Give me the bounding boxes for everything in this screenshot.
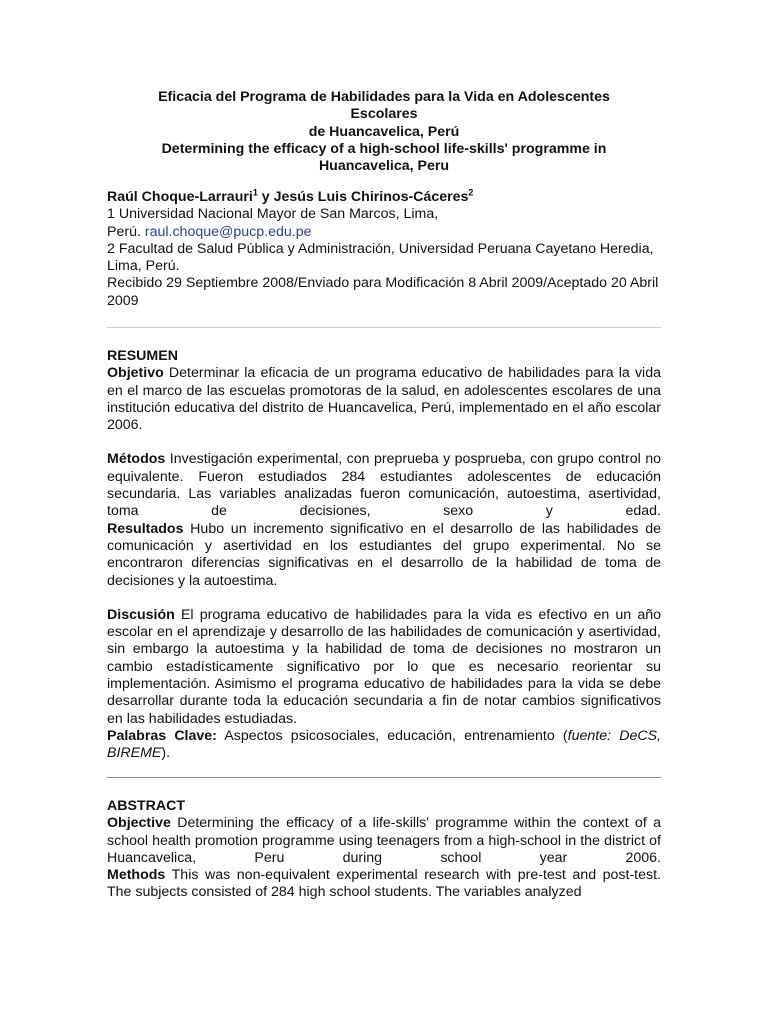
objetivo-label: Objetivo (107, 365, 164, 382)
author-2-name: Jesús Luis Chirinos-Cáceres (273, 189, 469, 205)
discusion-text: El programa educativo de habilidades para la vida es efectivo en un año escolar en el aprendizaje y desarrollo de las habilidades de comunicación y asertividad, sin embargo la autoestima y la habilidad de toma de decisiones no mostraron un cambio estadísticamente significativo por lo que es necesario reorientar su implementación. Asimismo el programa educativo de habilidades para la vida se debe desarrollar durante toda la educación secundaria a fin de notar cambios significativos en las habilidades estudiadas. (107, 606, 661, 727)
palabras-clave-text: Aspectos psicosociales, educación, entrenamiento ( (216, 727, 568, 744)
affiliation-2: 2 Facultad de Salud Pública y Administración, Universidad Peruana Cayetano Heredia, Lima, Perú. (107, 240, 654, 275)
article-title (107, 89, 661, 175)
author-1-name: Raúl Choque-Larrauri (107, 189, 253, 205)
objective-label: Objective (107, 815, 171, 832)
title-es-line-1: Eficacia del Programa de Habilidades para la Vida en Adolescentes (158, 89, 610, 105)
metodos-label: Métodos (107, 451, 166, 468)
abstract-objective (107, 815, 661, 867)
palabras-clave-source: fuente: DeCS, BIREME (107, 727, 661, 762)
objetivo-text: Determinar la eficacia de un programa educativo de habilidades para la vida en el marco de las escuelas promotoras de la salud, en adolescentes escolares de una institución educativa del distrito de Huancavelica, Perú, implementado en el año escolar 2006. (107, 365, 661, 434)
author-joiner: y (257, 189, 274, 205)
palabras-clave-end: ). (161, 745, 171, 762)
resumen-heading: RESUMEN (107, 348, 178, 364)
author-line (107, 189, 661, 206)
author-1-affiliation-mark: 1 (252, 187, 258, 198)
divider-top (107, 327, 661, 328)
affiliation-1-line-2 (107, 224, 661, 241)
resumen-palabras-clave (107, 728, 661, 763)
divider-middle (107, 777, 661, 778)
author-2-affiliation-mark: 2 (468, 187, 474, 198)
resultados-text: Hubo un incremento significativo en el desarrollo de las habilidades de comunicación y asertividad en los estudiantes del grupo experimental. No se encontraron diferencias significativas en el desarrollo de la habilidad de toma de decisiones y la autoestima. (107, 520, 661, 589)
title-es-line-2: Escolares (350, 106, 418, 123)
methods-label: Methods (107, 867, 166, 884)
metodos-text: Investigación experimental, con preprueba y posprueba, con grupo control no equivalente. Fueron estudiados 284 estudiantes adolescentes de educación secundaria. Las variables analizadas fueron comunicación, autoestima, asertividad, toma de decisiones, sexo y edad. (107, 451, 661, 520)
abstract-section (107, 798, 661, 902)
title-en-line-1: Determining the efficacy of a high-school life-skills' programme in (161, 140, 607, 157)
abstract-methods (107, 867, 661, 902)
discusion-label: Discusión (107, 606, 175, 623)
methods-text: This was non-equivalent experimental research with pre-test and post-test. The subjects consisted of 284 high school students. The variables analyzed (107, 867, 661, 901)
affiliation-1-country: Perú. (107, 223, 145, 240)
resumen-objetivo (107, 365, 661, 434)
resultados-label: Resultados (107, 520, 184, 537)
objective-text: Determining the efficacy of a life-skills' programme within the context of a school health promotion programme using teenagers from a high-school in the district of Huancavelica, Peru during school year 2006. (107, 815, 661, 866)
palabras-clave-label: Palabras Clave: (107, 727, 217, 744)
resumen-resultados (107, 521, 661, 590)
author-info (107, 189, 661, 310)
resumen-section (107, 348, 661, 763)
affiliation-1-line-1: 1 Universidad Nacional Mayor de San Marcos, Lima, (107, 206, 439, 223)
abstract-heading: ABSTRACT (107, 798, 186, 814)
title-es-line-3: de Huancavelica, Perú (308, 123, 460, 140)
title-en-line-2: Huancavelica, Peru (318, 158, 450, 175)
resumen-discusion (107, 607, 661, 728)
author-email-link[interactable]: raul.choque@pucp.edu.pe (144, 223, 312, 240)
resumen-metodos (107, 451, 661, 520)
submission-dates: Recibido 29 Septiembre 2008/Enviado para Modificación 8 Abril 2009/Aceptado 20 Abril 2009 (107, 275, 659, 309)
